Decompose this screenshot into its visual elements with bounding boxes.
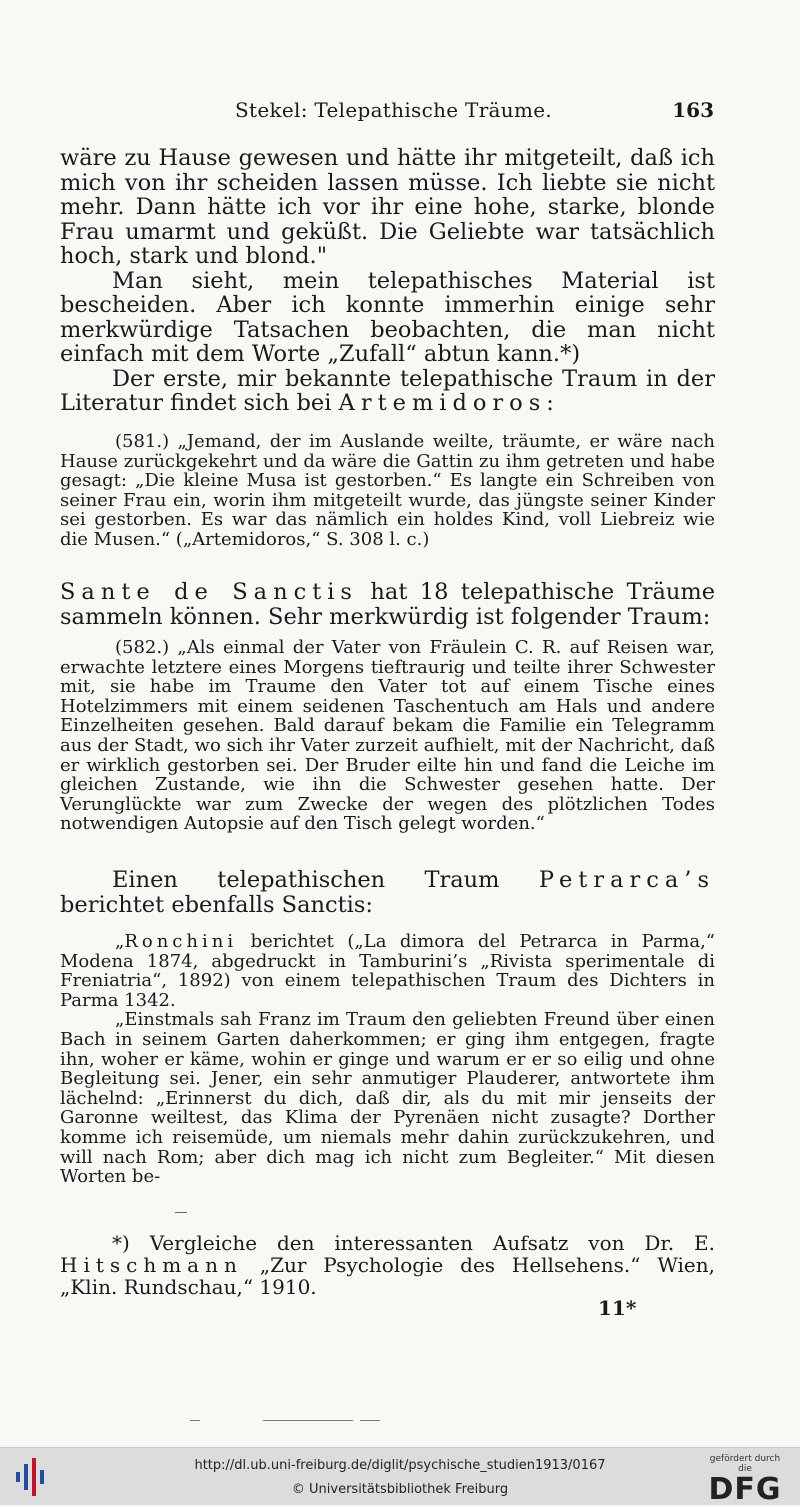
sheet-signature: 11* <box>598 1296 637 1320</box>
paragraph-continuation: wäre zu Hause gewesen und hätte ihr mitgeteilt, daß ich mich von ihr scheiden lassen müsse. Ich liebte sie nicht mehr. Dann hätte ich vor ihr eine hohe, starke, blonde Frau umarmt und geküßt. Die Geliebte war tatsächlich hoch, stark und blond." <box>60 145 715 269</box>
funder-label: gefördert durch die <box>709 1454 781 1474</box>
quote-dream-account: „Einstmals sah Franz im Traum den geliebten Freund über einen Bach in seinem Garten daherkommen; er ging ihm entgegen, fragte ihn, woher er käme, wohin er ginge und warum er er so eilig und ohne Begleitung sei. Jener, ein sehr anmutiger Plauderer, antwortete ihm lächelnd: „Erinnerst du dich, daß dir, als du mit mir jenseits der Garonne weiltest, das Klima der Pyrenäen nicht zusagte? Dorther komme ich reisemüde, um niemals mehr dahin zurückzukehren, und will nach Rom; aber dich mag ich nicht zum Begleiter.“ Mit diesen Worten be- <box>60 1009 715 1188</box>
author-name-ronchini: Ronchini <box>124 931 238 952</box>
author-name-artemidoros: Artemidoros <box>338 390 547 416</box>
author-name-sanctis: Sante de Sanctis <box>60 579 358 605</box>
page-number: 163 <box>672 98 714 122</box>
quote-ronchini-intro: „Ronchini berichtet („La dimora del Petrarca in Parma,“ Modena 1874, abgedruckt in Tamburini’s „Rivista sperimentale di Freniatria“, 1892) von einem telepathischen Traum des Dichters in Parma 1342. <box>60 931 715 1011</box>
funder-name: DFG <box>708 1472 782 1507</box>
paragraph-artemidoros: Der erste, mir bekannte telepathische Traum in der Literatur findet sich bei Artemidoros: <box>60 365 715 416</box>
copyright-notice: © Universitätsbibliothek Freiburg <box>291 1482 509 1497</box>
main-text-block-1 <box>60 146 715 416</box>
main-text-block-3 <box>60 868 715 917</box>
paragraph-petrarca: Einen telepathischen Traum Petrarca’s berichtet ebenfalls Sanctis: <box>60 867 715 918</box>
permalink-url[interactable]: http://dl.ub.uni-freiburg.de/diglit/psychische_studien1913/0167 <box>194 1458 606 1473</box>
quote-582: (582.) „Als einmal der Vater von Fräulein C. R. auf Reisen war, erwachte letztere eines Morgens tieftraurig und teilte ihrer Schwester mit, sie habe im Traume den Vater tot auf einem Tische eines Hotelzimmers mit einem seidenen Taschentuch am Hals und andere Einzelheiten gesehen. Bald darauf bekam die Familie ein Telegramm aus der Stadt, wo sich ihr Vater zurzeit aufhielt, mit der Nachricht, daß er wirklich gestorben sei. Der Bruder eilte hin und fand die Leiche im gleichen Zustande, wie ihn die Schwester gesehen hatte. Der Verunglückte war zum Zwecke der wegen des plötzlichen Todes notwendigen Autopsie auf den Tisch gelegt worden.“ <box>60 637 715 835</box>
library-footer <box>0 1447 800 1505</box>
paragraph-material: Man sieht, mein telepathisches Material ist bescheiden. Aber ich konnte immerhin einige sehr merkwürdige Tatsachen beobachten, die man nicht einfach mit dem Worte „Zufall“ abtun kann.*) <box>60 267 715 367</box>
author-name-hitschmann: Hitschmann <box>60 1253 243 1277</box>
footnote-separator <box>175 1212 187 1213</box>
paragraph-sanctis: Sante de Sanctis hat 18 telepathische Träume sammeln können. Sehr merkwürdig ist folgender Traum: <box>60 579 716 630</box>
quote-581: (581.) „Jemand, der im Auslande weilte, träumte, er wäre nach Hause zurückgekehrt und da wäre die Gattin zu ihm getreten und habe gesagt: „Die kleine Musa ist gestorben.“ Es langte ein Schreiben von seiner Frau ein, worin ihm mitgeteilt wurde, das jüngste seiner Kinder sei gestorben. Es war das nämlich ein holdes Kind, voll Liebreiz wie die Musen.“ („Artemidoros,“ S. 308 l. c.) <box>60 431 715 550</box>
dfg-logo <box>702 1454 788 1506</box>
author-name-petrarca: Petrarca’s <box>538 867 715 893</box>
running-title: Stekel: Telepathische Träume. <box>235 98 553 122</box>
main-text-block-2 <box>60 580 715 629</box>
running-header <box>60 98 720 128</box>
quote-ronchini <box>60 932 715 1187</box>
footnote: *) Vergleiche den interessanten Aufsatz von Dr. E. Hitschmann „Zur Psychologie des Hellsehens.“ Wien, „Klin. Rundschau,“ 1910. <box>60 1231 715 1299</box>
print-marks <box>190 1420 390 1424</box>
